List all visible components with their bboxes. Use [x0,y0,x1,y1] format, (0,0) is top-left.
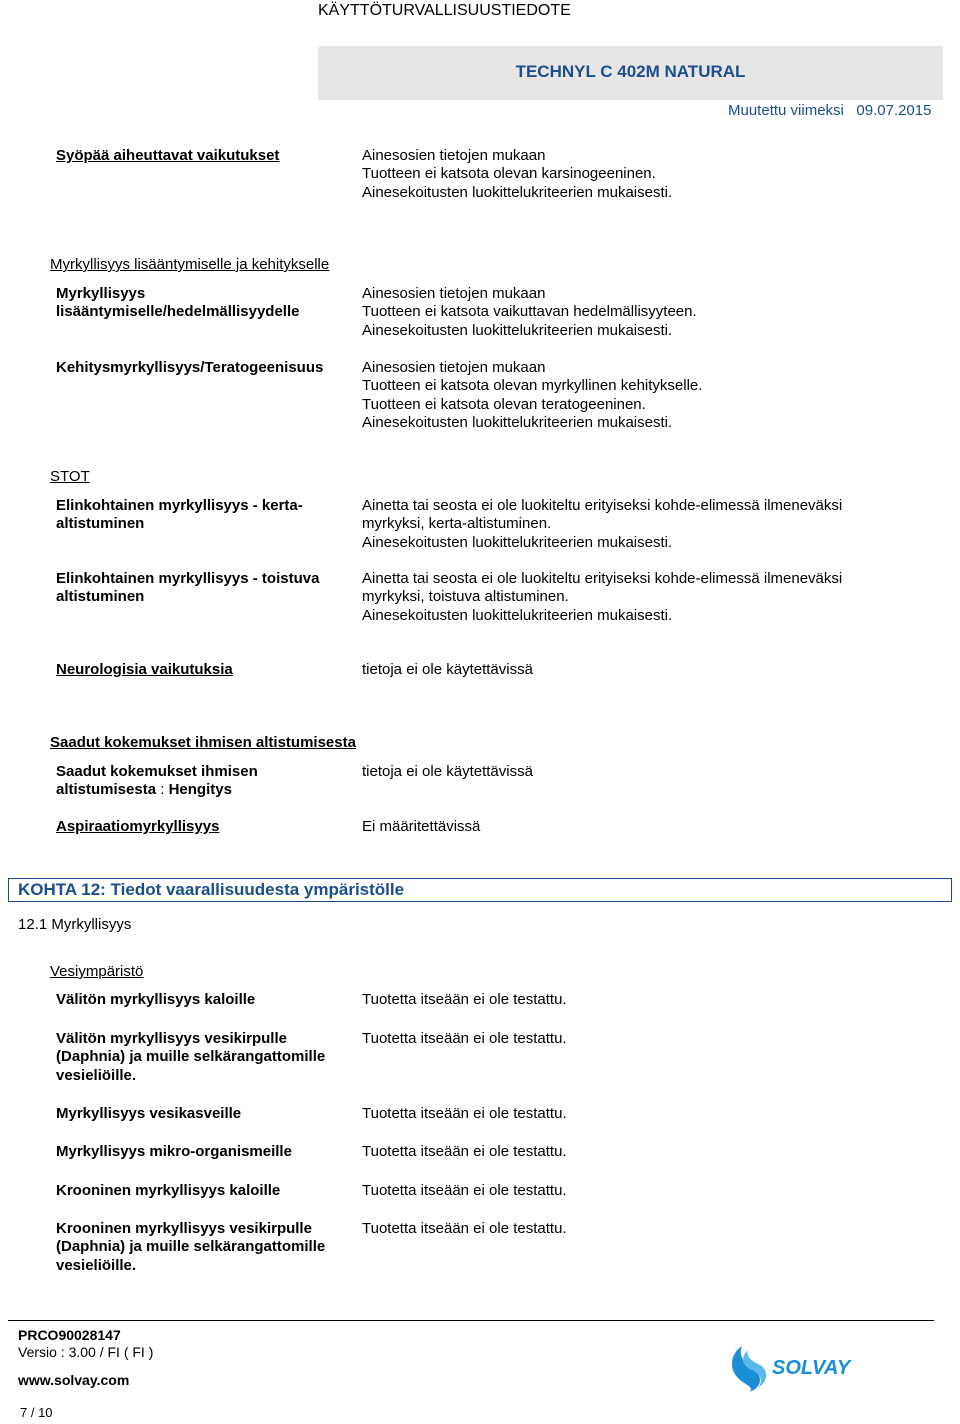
logo-wordmark: SOLVAY [772,1357,851,1379]
aquatic-value-fish: Tuotetta itseään ei ole testattu. [362,991,567,1008]
label-line: vesieliöille. [56,1256,137,1274]
version-info: Versio : 3.00 / FI ( FI ) [18,1344,154,1360]
revision-label: Muutettu viimeksi [728,102,844,119]
text-line: Ainesekoitusten luokittelukriteerien mukaisesti. [362,533,673,551]
reproductive-heading: Myrkyllisyys lisääntymiselle ja kehitykselle [50,256,330,273]
text-line: Tuotteen ei katsota olevan teratogeeninen. [362,395,646,413]
text-line: myrkyksi, toistuva altistuminen. [362,588,569,606]
label-line: altistuminen [56,515,145,533]
label-line: Välitön myrkyllisyys kaloille [56,991,256,1008]
carcinogenicity-label: Syöpää aiheuttavat vaikutukset [56,147,280,164]
aquatic-label-plants [56,1105,348,1123]
document-type-title: KÄYTTÖTURVALLISUUSTIEDOTE [318,2,571,19]
stot-single-text [362,497,932,552]
text-line: Ainesekoitusten luokittelukriteerien mukaisesti. [362,183,673,201]
aquatic-label-fish [56,991,348,1009]
label-line: vesieliöille. [56,1066,137,1084]
label-line: Krooninen myrkyllisyys vesikirpulle [56,1220,312,1237]
aquatic-heading: Vesiympäristö [50,963,144,980]
aquatic-label-daphnia [56,1030,348,1085]
human-exposure-heading: Saadut kokemukset ihmisen altistumisesta [50,734,356,751]
label-part: altistumisesta [56,781,157,799]
text-line: Ainetta tai seosta ei ole luokiteltu erityiseksi kohde-elimessä ilmeneväksi [362,497,843,514]
label-part: Hengitys [168,781,232,799]
label-line: altistuminen [56,588,145,606]
label-line: Myrkyllisyys [56,285,146,302]
aquatic-label-chronic-fish [56,1182,348,1200]
label-line: Krooninen myrkyllisyys kaloille [56,1182,281,1199]
revision-info [728,102,931,120]
aquatic-label-microorganisms [56,1143,348,1161]
aquatic-label-chronic-daphnia [56,1220,348,1275]
text-line: Ainesosien tietojen mukaan [362,147,546,164]
subsection-title: 12.1 Myrkyllisyys [18,916,132,933]
label-line: Elinkohtainen myrkyllisyys - toistuva [56,570,320,587]
label-line [56,781,348,799]
footer-divider [8,1320,934,1321]
product-name: TECHNYL C 402M NATURAL [515,62,746,81]
aspiration-value: Ei määritettävissä [362,818,481,835]
text-line: Ainetta tai seosta ei ole luokiteltu erityiseksi kohde-elimessä ilmeneväksi [362,570,843,587]
text-line: Ainesekoitusten luokittelukriteerien mukaisesti. [362,414,673,432]
label-line: Myrkyllisyys vesikasveille [56,1105,242,1122]
fertility-text [362,285,932,340]
label-line: Myrkyllisyys mikro-organismeille [56,1143,292,1160]
text-line: Ainesekoitusten luokittelukriteerien mukaisesti. [362,321,673,339]
text-line: Ainesosien tietojen mukaan [362,359,546,376]
website-link[interactable]: www.solvay.com [18,1372,130,1388]
revision-date: 09.07.2015 [856,102,932,119]
stot-repeated-label [56,570,348,607]
label-line: (Daphnia) ja muille selkärangattomille [56,1238,326,1256]
neuro-label: Neurologisia vaikutuksia [56,661,233,678]
text-line: Tuotteen ei katsota vaikuttavan hedelmällisyyteen. [362,303,697,321]
text-line: myrkyksi, kerta-altistuminen. [362,515,552,533]
development-label: Kehitysmyrkyllisyys/Teratogeenisuus [56,359,324,376]
stot-heading: STOT [50,468,90,485]
inhalation-label [56,763,348,800]
page-number: 7 / 10 [20,1405,53,1420]
aquatic-value-chronic-fish: Tuotetta itseään ei ole testattu. [362,1182,567,1199]
stot-repeated-text [362,570,932,625]
solvay-logo [724,1340,854,1396]
label-line: (Daphnia) ja muille selkärangattomille [56,1048,326,1066]
label-line: Elinkohtainen myrkyllisyys - kerta- [56,497,303,514]
aquatic-value-chronic-daphnia: Tuotetta itseään ei ole testattu. [362,1220,567,1237]
solvay-logo-graphic [724,1340,854,1396]
text-line: Tuotteen ei katsota olevan myrkyllinen kehitykselle. [362,377,703,395]
label-line: Saadut kokemukset ihmisen [56,763,258,780]
carcinogenicity-text [362,147,932,202]
neuro-value: tietoja ei ole käytettävissä [362,661,533,678]
aspiration-label: Aspiraatiomyrkyllisyys [56,818,220,835]
document-code: PRCO90028147 [18,1327,121,1343]
inhalation-value: tietoja ei ole käytettävissä [362,763,533,780]
label-separator: : [156,781,169,799]
development-text [362,359,932,433]
fertility-label [56,285,348,322]
section-title: KOHTA 12: Tiedot vaarallisuudesta ympäristölle [18,880,405,899]
text-line: Ainesosien tietojen mukaan [362,285,546,302]
label-line: lisääntymiselle/hedelmällisyydelle [56,303,300,321]
aquatic-value-plants: Tuotetta itseään ei ole testattu. [362,1105,567,1122]
text-line: Ainesekoitusten luokittelukriteerien mukaisesti. [362,606,673,624]
aquatic-value-microorganisms: Tuotetta itseään ei ole testattu. [362,1143,567,1160]
label-line: Välitön myrkyllisyys vesikirpulle [56,1030,287,1047]
text-line: Tuotteen ei katsota olevan karsinogeeninen. [362,165,656,183]
stot-single-label [56,497,348,534]
aquatic-value-daphnia: Tuotetta itseään ei ole testattu. [362,1030,567,1047]
